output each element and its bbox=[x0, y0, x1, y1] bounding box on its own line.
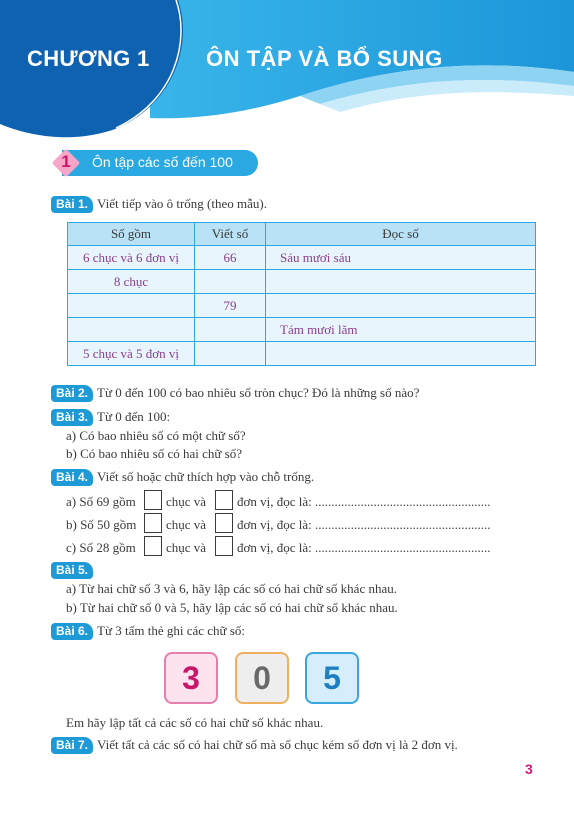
bai7-label: Bài 7. bbox=[51, 737, 93, 754]
page-number: 3 bbox=[525, 761, 533, 777]
bai2-text: Từ 0 đến 100 có bao nhiêu số tròn chục? Đó là những số nào? bbox=[97, 385, 420, 400]
table-cell-blank[interactable] bbox=[266, 270, 536, 294]
table-row bbox=[68, 294, 536, 318]
table-row bbox=[68, 342, 536, 366]
table-cell: 8 chục bbox=[68, 270, 195, 294]
table-header-cell: Viết số bbox=[195, 223, 266, 246]
table-cell: Tám mươi lăm bbox=[266, 318, 536, 342]
table-cell-blank[interactable] bbox=[68, 294, 195, 318]
bai5-label: Bài 5. bbox=[51, 562, 93, 579]
table-cell-blank[interactable] bbox=[195, 342, 266, 366]
bai4-label: Bài 4. bbox=[51, 469, 93, 486]
bai4-c-tens-box[interactable] bbox=[144, 536, 162, 556]
table-header-row bbox=[68, 223, 536, 246]
bai6-text: Từ 3 tấm thẻ ghi các chữ số: bbox=[97, 623, 246, 638]
bai1-table bbox=[67, 222, 536, 366]
bai4-a-tens-box[interactable] bbox=[144, 490, 162, 510]
bai4-item-c-prefix: c) Số 28 gồm bbox=[66, 540, 136, 555]
bai5-item-b: b) Từ hai chữ số 0 và 5, hãy lập các số có hai chữ số khác nhau. bbox=[66, 600, 398, 615]
bai3-item-a: a) Có bao nhiêu số có một chữ số? bbox=[66, 428, 246, 443]
chapter-title: ÔN TẬP VÀ BỔ SUNG bbox=[206, 46, 443, 71]
table-row bbox=[68, 246, 536, 270]
bai4-item-a-mid: chục và bbox=[166, 494, 207, 509]
lesson-title: Ôn tập các số đến 100 bbox=[92, 154, 233, 170]
table-cell: 66 bbox=[195, 246, 266, 270]
bai4-a-units-box[interactable] bbox=[215, 490, 233, 510]
bai1-text: Viết tiếp vào ô trống (theo mẫu). bbox=[97, 196, 267, 211]
table-cell: 6 chục và 6 đơn vị bbox=[68, 246, 195, 270]
chapter-number: CHƯƠNG 1 bbox=[27, 46, 150, 71]
bai3-text: Từ 0 đến 100: bbox=[97, 409, 171, 424]
bai4-item-a-prefix: a) Số 69 gồm bbox=[66, 494, 136, 509]
lesson-number: 1 bbox=[61, 152, 71, 171]
bai4-b-units-box[interactable] bbox=[215, 513, 233, 533]
table-cell: 79 bbox=[195, 294, 266, 318]
digit-card-3: 3 bbox=[164, 652, 218, 704]
bai2-label: Bài 2. bbox=[51, 385, 93, 402]
bai4-c-units-box[interactable] bbox=[215, 536, 233, 556]
bai6-label: Bài 6. bbox=[51, 623, 93, 640]
table-cell: Sáu mươi sáu bbox=[266, 246, 536, 270]
bai7-text: Viết tất cả các số có hai chữ số mà số chục kém số đơn vị là 2 đơn vị. bbox=[97, 737, 458, 752]
bai3-label: Bài 3. bbox=[51, 409, 93, 426]
bai4-item-b-post: đơn vị, đọc là: ...................................................... bbox=[237, 517, 491, 532]
table-cell-blank[interactable] bbox=[68, 318, 195, 342]
table-cell-blank[interactable] bbox=[195, 270, 266, 294]
bai4-text: Viết số hoặc chữ thích hợp vào chỗ trống. bbox=[97, 469, 315, 484]
bai1-label: Bài 1. bbox=[51, 196, 93, 213]
table-cell-blank[interactable] bbox=[195, 318, 266, 342]
bai6-question: Em hãy lập tất cả các số có hai chữ số khác nhau. bbox=[66, 715, 324, 730]
digit-card-5: 5 bbox=[305, 652, 359, 704]
bai3-item-b: b) Có bao nhiêu số có hai chữ số? bbox=[66, 446, 243, 461]
table-cell-blank[interactable] bbox=[266, 294, 536, 318]
digit-card-0: 0 bbox=[235, 652, 289, 704]
lesson-banner bbox=[52, 149, 257, 177]
bai4-item-b-mid: chục và bbox=[166, 517, 207, 532]
bai4-item-a-post: đơn vị, đọc là: ...................................................... bbox=[237, 494, 491, 509]
bai4-item-c-post: đơn vị, đọc là: ...................................................... bbox=[237, 540, 491, 555]
bai4-b-tens-box[interactable] bbox=[144, 513, 162, 533]
table-cell: 5 chục và 5 đơn vị bbox=[68, 342, 195, 366]
table-row bbox=[68, 318, 536, 342]
bai4-item-c-mid: chục và bbox=[166, 540, 207, 555]
table-row bbox=[68, 270, 536, 294]
table-header-cell: Số gồm bbox=[68, 223, 195, 246]
bai4-item-b-prefix: b) Số 50 gồm bbox=[66, 517, 137, 532]
table-header-cell: Đọc số bbox=[266, 223, 536, 246]
bai5-item-a: a) Từ hai chữ số 3 và 6, hãy lập các số có hai chữ số khác nhau. bbox=[66, 581, 397, 596]
table-cell-blank[interactable] bbox=[266, 342, 536, 366]
